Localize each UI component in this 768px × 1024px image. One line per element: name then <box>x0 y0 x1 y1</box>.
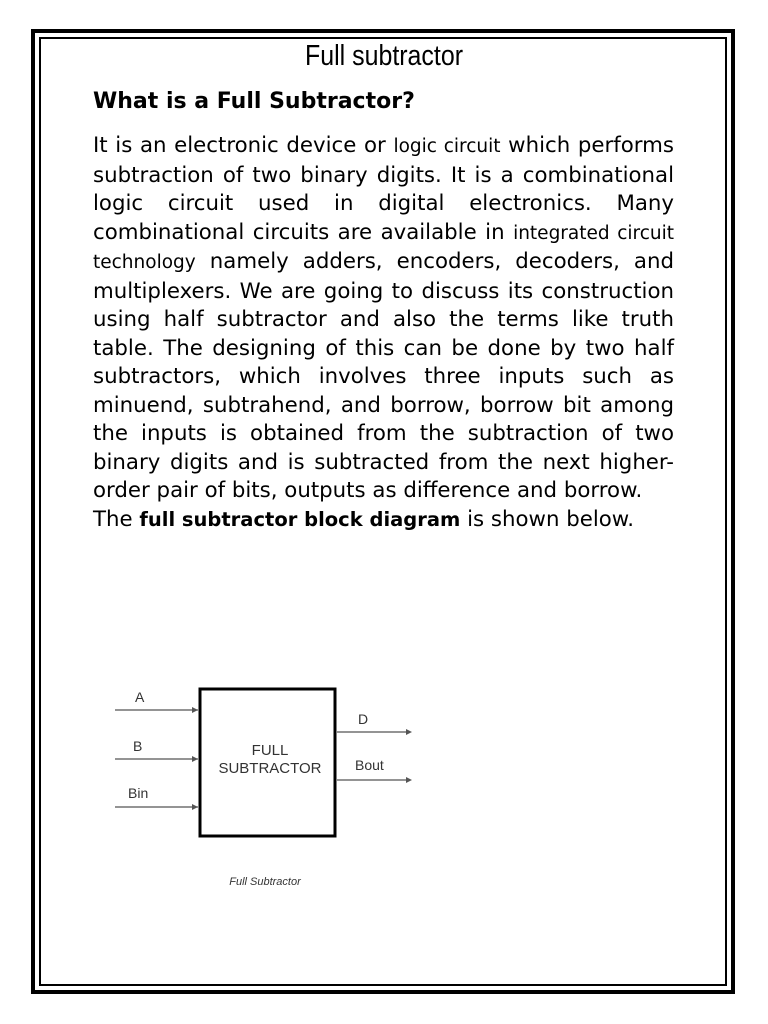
paragraph-term: logic circuit <box>393 136 501 157</box>
paragraph-segment: namely adders, encoders, decoders, and multiplexers. We are going to discuss its construction using half subtractor and also the terms like truth table. The designing of this can be done by two half subtractors, which involves three inputs such as minuend, subtrahend, and borrow, borrow bit among the inputs is obtained from the subtraction of two binary digits and is subtracted from the next higher-order pair of bits, outputs as difference and borrow. <box>93 249 674 503</box>
output-label-bout: Bout <box>355 757 384 773</box>
page-title: Full subtractor <box>304 40 463 72</box>
input-label-a: A <box>135 689 145 705</box>
output-label-d: D <box>358 711 369 727</box>
block-label-line2: SUBTRACTOR <box>218 760 322 777</box>
paragraph-bold-term: full subtractor block diagram <box>139 507 461 531</box>
body-text <box>93 132 674 534</box>
section-heading: What is a Full Subtractor? <box>93 89 415 114</box>
paragraph-term: integrated circuit technology <box>93 222 675 273</box>
full-subtractor-block-diagram <box>100 670 430 900</box>
input-arrow-bin <box>192 804 198 810</box>
paragraph-block-diagram-intro <box>93 506 674 535</box>
paragraph-prefix: The <box>93 506 140 532</box>
input-arrow-a <box>192 707 198 713</box>
paragraph-suffix: is shown below. <box>460 506 635 532</box>
input-label-bin: Bin <box>128 785 149 801</box>
input-arrow-b <box>192 756 198 762</box>
input-label-b: B <box>133 738 143 754</box>
output-arrow-bout <box>406 777 412 783</box>
diagram-caption: Full Subtractor <box>229 876 301 888</box>
paragraph-segment: which performs subtraction of two binary digits. It is a combinational logic circuit used in digital electronics. Many combinational circuits are available in <box>93 133 674 245</box>
paragraph-intro <box>93 132 674 506</box>
output-arrow-d <box>406 729 412 735</box>
paragraph-segment: It is an electronic device or <box>93 133 394 158</box>
block-label-line1: FULL <box>251 742 289 759</box>
